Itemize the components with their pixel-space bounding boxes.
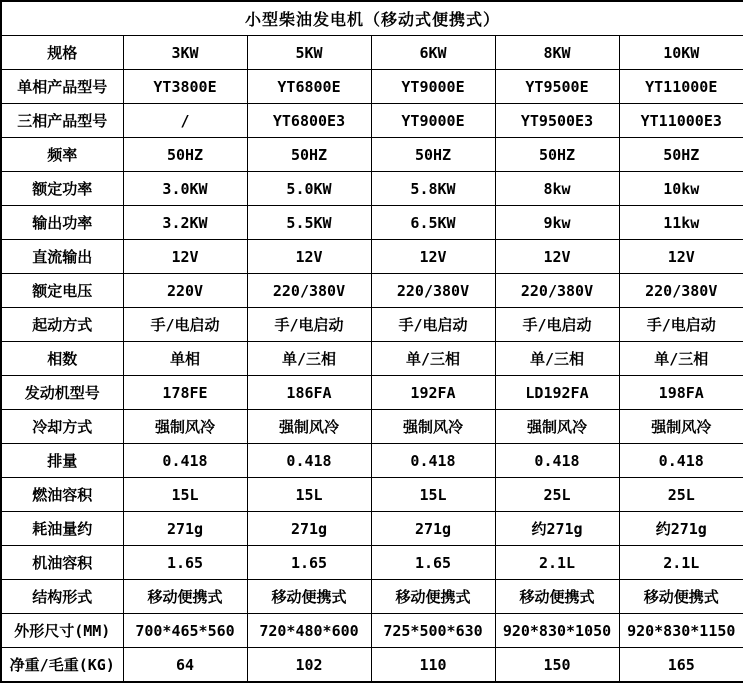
row-label: 起动方式 <box>1 308 123 342</box>
row-label: 单相产品型号 <box>1 70 123 104</box>
table-cell: 手/电启动 <box>247 308 371 342</box>
row-label: 三相产品型号 <box>1 104 123 138</box>
table-cell: 178FE <box>123 376 247 410</box>
table-cell: 单/三相 <box>619 342 743 376</box>
table-row <box>1 614 743 648</box>
table-cell: 50HZ <box>371 138 495 172</box>
table-cell: 271g <box>123 512 247 546</box>
table-cell: 198FA <box>619 376 743 410</box>
table-cell: 0.418 <box>619 444 743 478</box>
table-cell: 2.1L <box>619 546 743 580</box>
table-cell: 单/三相 <box>371 342 495 376</box>
table-cell: 102 <box>247 648 371 683</box>
row-label: 额定电压 <box>1 274 123 308</box>
table-cell: 220/380V <box>619 274 743 308</box>
table-cell: 920*830*1050 <box>495 614 619 648</box>
table-cell: 强制风冷 <box>619 410 743 444</box>
table-cell: 186FA <box>247 376 371 410</box>
table-cell: 强制风冷 <box>495 410 619 444</box>
table-cell: 约271g <box>619 512 743 546</box>
table-cell: 271g <box>371 512 495 546</box>
table-cell: 220V <box>123 274 247 308</box>
table-cell: 移动便携式 <box>247 580 371 614</box>
table-cell: 220/380V <box>247 274 371 308</box>
table-row <box>1 206 743 240</box>
table-cell: YT9000E <box>371 70 495 104</box>
table-cell: YT11000E3 <box>619 104 743 138</box>
table-cell: 手/电启动 <box>371 308 495 342</box>
table-cell: 手/电启动 <box>619 308 743 342</box>
table-cell: YT9500E <box>495 70 619 104</box>
title-row <box>1 1 743 36</box>
table-cell: 15L <box>123 478 247 512</box>
table-cell: 0.418 <box>247 444 371 478</box>
table-cell: 单相 <box>123 342 247 376</box>
table-cell: 移动便携式 <box>371 580 495 614</box>
table-cell: 15L <box>371 478 495 512</box>
table-cell: 165 <box>619 648 743 683</box>
table-row <box>1 308 743 342</box>
table-cell: 2.1L <box>495 546 619 580</box>
table-row <box>1 648 743 683</box>
table-cell: 25L <box>495 478 619 512</box>
table-cell: 720*480*600 <box>247 614 371 648</box>
row-label: 直流输出 <box>1 240 123 274</box>
table-cell: 220/380V <box>495 274 619 308</box>
table-cell: 8kw <box>495 172 619 206</box>
table-cell: 192FA <box>371 376 495 410</box>
table-cell: 271g <box>247 512 371 546</box>
table-cell: 9kw <box>495 206 619 240</box>
table-cell: 5.5KW <box>247 206 371 240</box>
table-cell: 50HZ <box>247 138 371 172</box>
table-cell: 单/三相 <box>495 342 619 376</box>
table-cell: 50HZ <box>619 138 743 172</box>
table-cell: 50HZ <box>123 138 247 172</box>
table-cell: 10kw <box>619 172 743 206</box>
table-cell: / <box>123 104 247 138</box>
table-cell: 220/380V <box>371 274 495 308</box>
table-cell: 25L <box>619 478 743 512</box>
table-cell: 5.8KW <box>371 172 495 206</box>
table-cell: 手/电启动 <box>123 308 247 342</box>
table-row <box>1 512 743 546</box>
table-cell: 约271g <box>495 512 619 546</box>
header-row <box>1 36 743 70</box>
row-label: 相数 <box>1 342 123 376</box>
table-cell: YT6800E <box>247 70 371 104</box>
table-row <box>1 172 743 206</box>
row-label: 燃油容积 <box>1 478 123 512</box>
row-label: 排量 <box>1 444 123 478</box>
table-row <box>1 240 743 274</box>
table-cell: LD192FA <box>495 376 619 410</box>
table-cell: YT9000E <box>371 104 495 138</box>
table-cell: 3.2KW <box>123 206 247 240</box>
row-label: 频率 <box>1 138 123 172</box>
table-cell: 12V <box>371 240 495 274</box>
table-cell: 110 <box>371 648 495 683</box>
table-cell: 移动便携式 <box>495 580 619 614</box>
column-header-10kw: 10KW <box>619 36 743 70</box>
column-header-spec: 规格 <box>1 36 123 70</box>
table-cell: YT6800E3 <box>247 104 371 138</box>
table-row <box>1 444 743 478</box>
table-cell: 移动便携式 <box>123 580 247 614</box>
row-label: 额定功率 <box>1 172 123 206</box>
table-row <box>1 104 743 138</box>
table-cell: 3.0KW <box>123 172 247 206</box>
table-cell: 移动便携式 <box>619 580 743 614</box>
column-header-6kw: 6KW <box>371 36 495 70</box>
table-cell: 12V <box>247 240 371 274</box>
table-cell: 单/三相 <box>247 342 371 376</box>
table-cell: YT3800E <box>123 70 247 104</box>
spec-table-body <box>1 70 743 683</box>
table-cell: 920*830*1150 <box>619 614 743 648</box>
row-label: 冷却方式 <box>1 410 123 444</box>
table-cell: 1.65 <box>123 546 247 580</box>
table-cell: 725*500*630 <box>371 614 495 648</box>
table-title: 小型柴油发电机（移动式便携式） <box>1 1 743 36</box>
table-cell: 手/电启动 <box>495 308 619 342</box>
row-label: 机油容积 <box>1 546 123 580</box>
table-row <box>1 342 743 376</box>
row-label: 外形尺寸(MM) <box>1 614 123 648</box>
table-cell: 12V <box>495 240 619 274</box>
table-cell: 1.65 <box>371 546 495 580</box>
table-cell: YT11000E <box>619 70 743 104</box>
table-cell: 64 <box>123 648 247 683</box>
table-cell: 强制风冷 <box>123 410 247 444</box>
column-header-5kw: 5KW <box>247 36 371 70</box>
table-cell: 0.418 <box>123 444 247 478</box>
table-cell: 5.0KW <box>247 172 371 206</box>
row-label: 耗油量约 <box>1 512 123 546</box>
table-cell: 6.5KW <box>371 206 495 240</box>
row-label: 净重/毛重(KG) <box>1 648 123 683</box>
table-cell: 11kw <box>619 206 743 240</box>
table-cell: 50HZ <box>495 138 619 172</box>
table-cell: 15L <box>247 478 371 512</box>
row-label: 结构形式 <box>1 580 123 614</box>
table-row <box>1 410 743 444</box>
table-cell: 1.65 <box>247 546 371 580</box>
table-cell: 700*465*560 <box>123 614 247 648</box>
table-cell: 12V <box>123 240 247 274</box>
row-label: 发动机型号 <box>1 376 123 410</box>
table-row <box>1 478 743 512</box>
table-row <box>1 70 743 104</box>
column-header-3kw: 3KW <box>123 36 247 70</box>
table-cell: 强制风冷 <box>247 410 371 444</box>
table-row <box>1 274 743 308</box>
table-cell: 12V <box>619 240 743 274</box>
table-row <box>1 376 743 410</box>
table-cell: 150 <box>495 648 619 683</box>
table-cell: 0.418 <box>495 444 619 478</box>
table-cell: YT9500E3 <box>495 104 619 138</box>
table-row <box>1 138 743 172</box>
table-cell: 0.418 <box>371 444 495 478</box>
table-cell: 强制风冷 <box>371 410 495 444</box>
table-row <box>1 580 743 614</box>
column-header-8kw: 8KW <box>495 36 619 70</box>
row-label: 输出功率 <box>1 206 123 240</box>
table-row <box>1 546 743 580</box>
